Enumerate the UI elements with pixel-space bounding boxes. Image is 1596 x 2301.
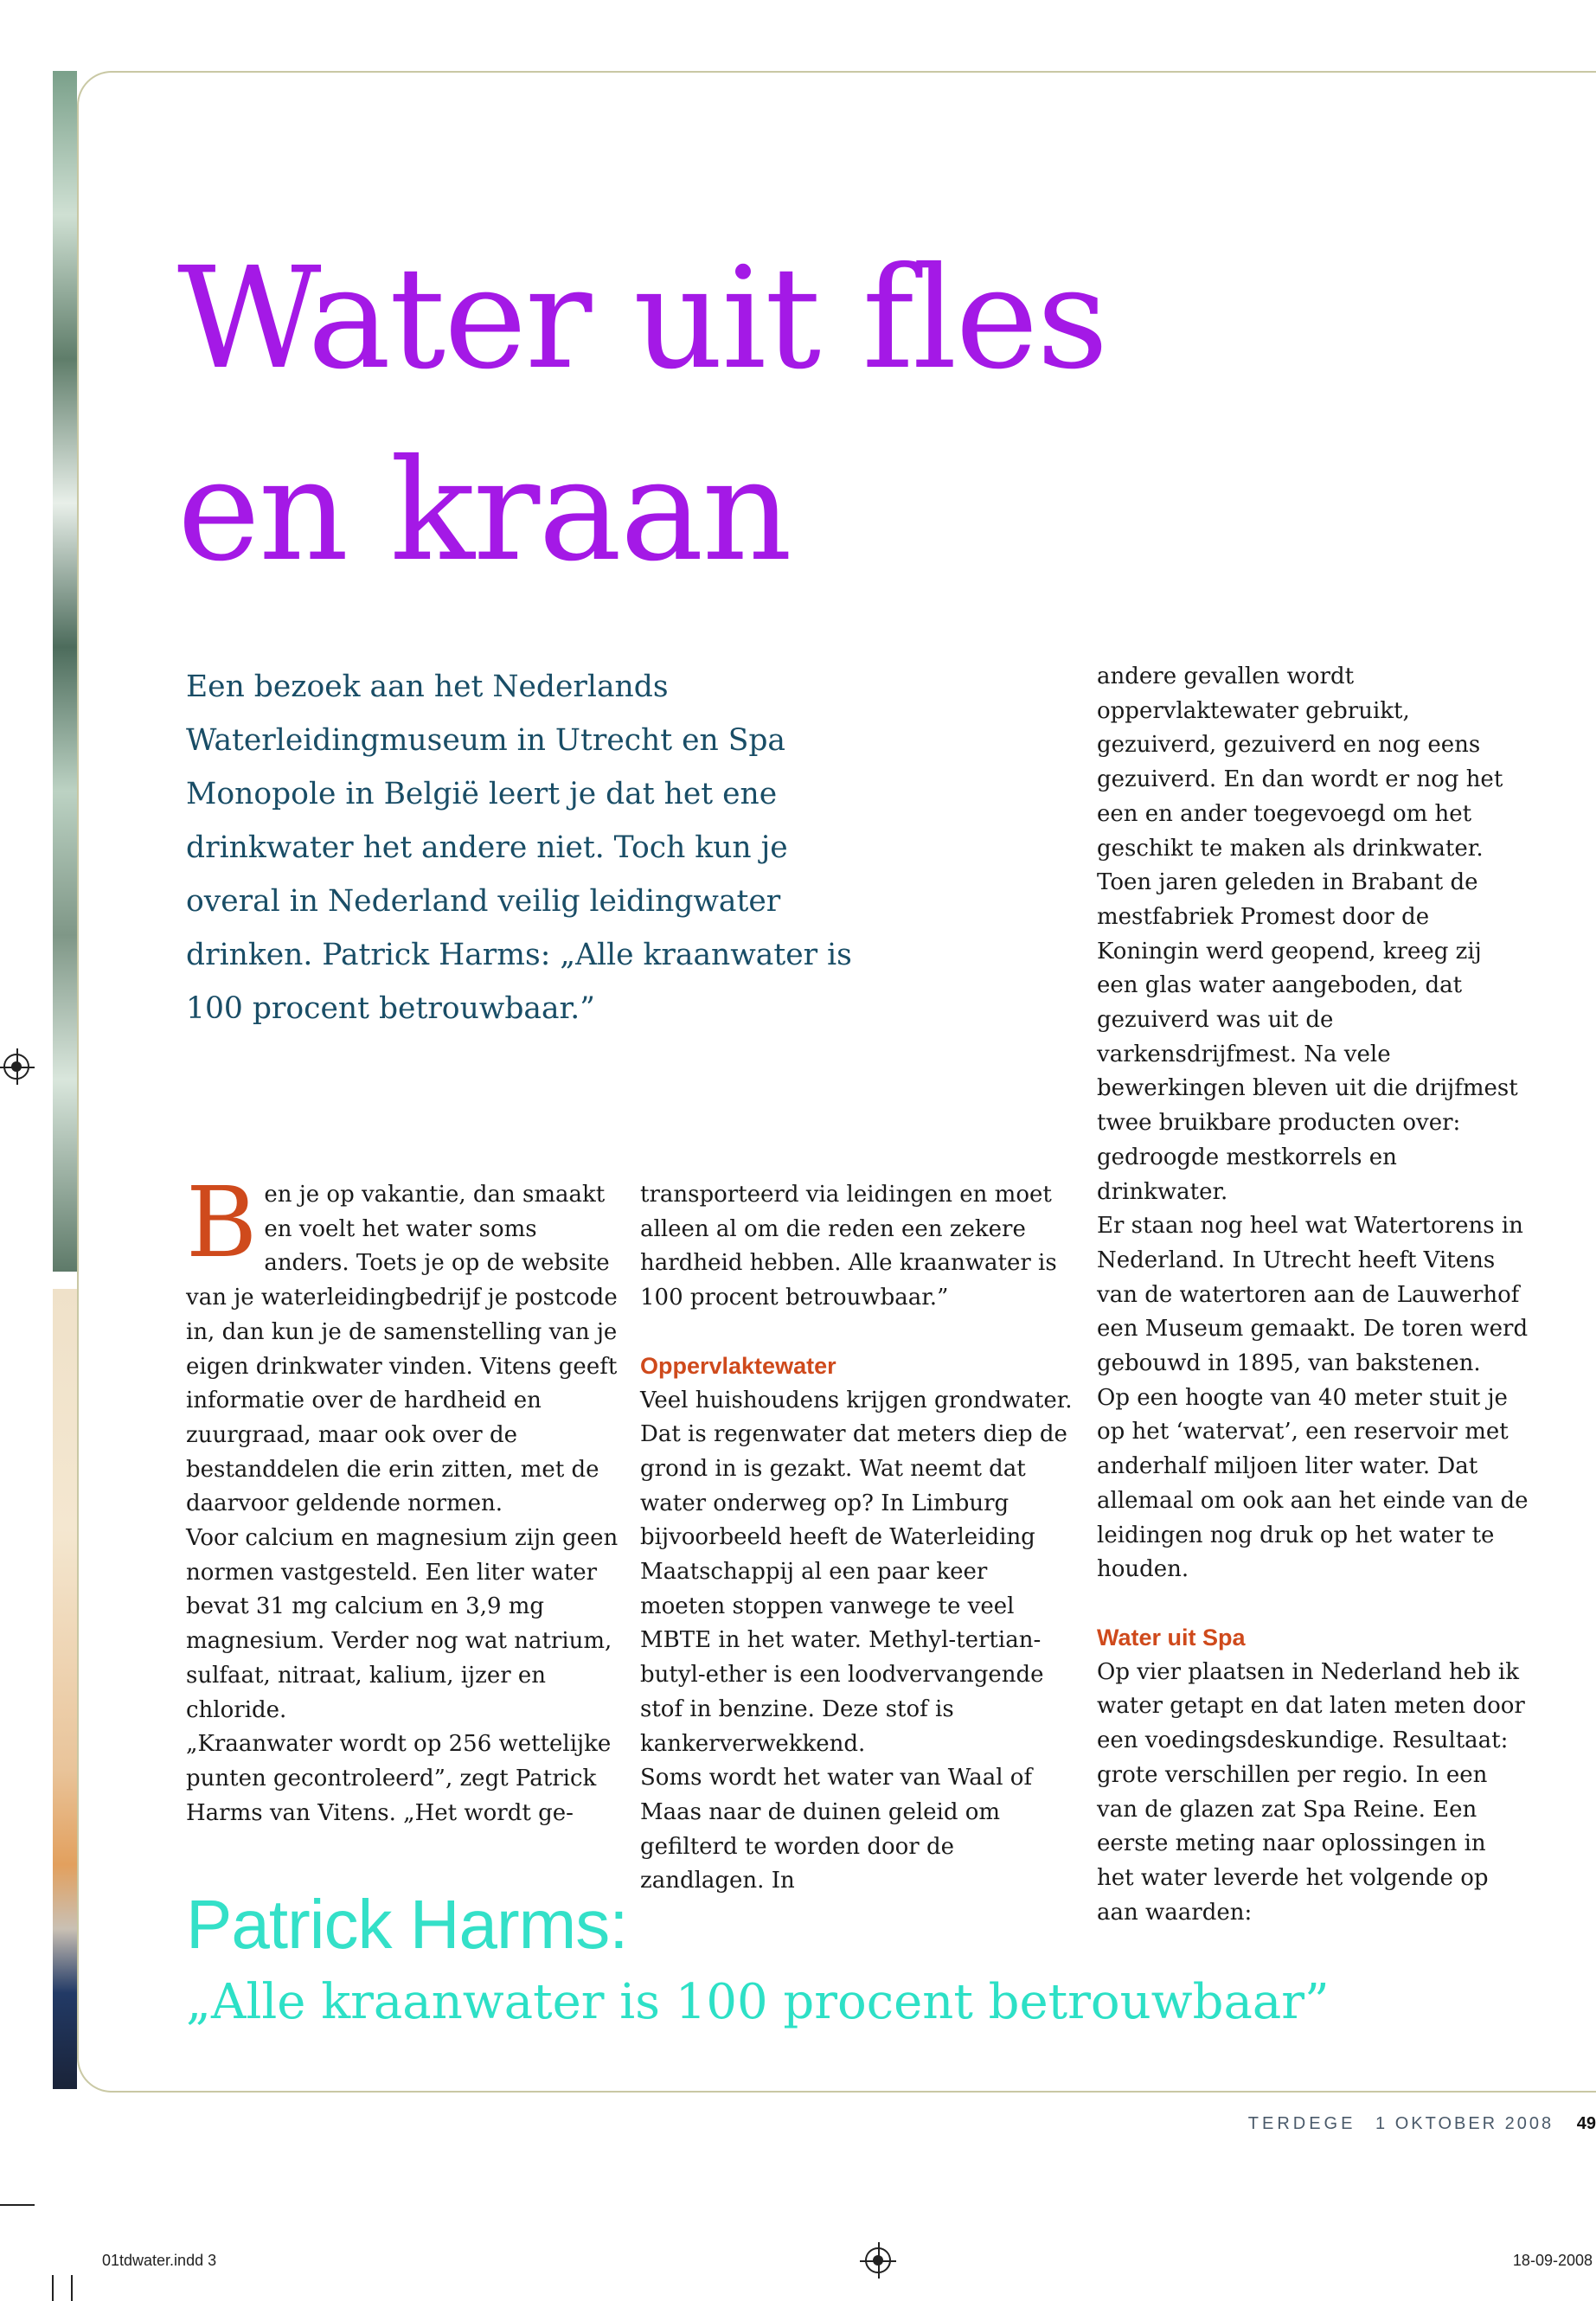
paragraph: Veel huishoudens krijgen grondwater. Dat is regenwater dat meters diep de grond in is gezakt. Wat neemt dat water onderweg op? In Limburg bijvoorbeeld heeft de Waterleiding Maatschappij al een paar keer moeten stoppen vanwege te veel MBTE in het water. Methyl-tertian-butyl-ether is een loodvervangende stof in benzine. Deze stof is kankerverwekkend. [640,1387,1073,1757]
paragraph-text: en je op vakantie, dan smaakt en voelt het water soms anders. Toets je op de website van je waterleidingbedrijf je postcode in, dan kun je de samenstelling van je eigen drinkwater vinden. Vitens geeft informatie over de hardheid en zuurgraad, maar ook over de bestanddelen die erin zitten, met de daarvoor geldende normen. [186,1182,618,1517]
crop-mark [0,2204,35,2206]
paragraph: transporteerd via leidingen en moet alleen al om die reden een zekere hardheid hebben. Alle kraanwater is 100 procent betrouwbaar.” [640,1182,1057,1311]
crop-mark [71,2275,73,2301]
issue-date: 1 OKTOBER 2008 [1375,2114,1554,2133]
side-photo-top [53,71,77,1272]
registration-mark-icon [3,1054,29,1080]
paragraph: Soms wordt het water van Waal of Maas naar de duinen geleid om gefilterd te worden door de zandlagen. In [640,1765,1033,1894]
drop-cap: B [186,1167,258,1279]
paragraph: Op vier plaatsen in Nederland heb ik water getapt en dat laten meten door een voedingsdeskundige. Resultaat: grote verschillen per regio. In een van de glazen zat Spa Reine. Een eerste meting naar oplossingen in het water leverde het volgende op aan waarden: [1097,1658,1525,1926]
article-title [177,223,1302,607]
paragraph: Er staan nog heel wat Watertorens in Nederland. In Utrecht heeft Vitens van de watertoren aan de Lauwerhof een Museum gemaakt. De toren werd gebouwd in 1895, van bakstenen. [1097,1213,1529,1377]
page-number: 49 [1576,2114,1596,2133]
paragraph: Voor calcium en magnesium zijn geen normen vastgesteld. Een liter water bevat 31 mg calcium en 3,9 mg magnesium. Verder nog wat natrium, sulfaat, nitraat, kalium, ijzer en chloride. [186,1525,619,1723]
title-line-1: Water uit fles [177,238,1107,401]
pull-quote-text: „Alle kraanwater is 100 procent betrouwbaar” [186,1974,1330,2030]
article-intro: Een bezoek aan het Nederlands Waterleidingmuseum in Utrecht en Spa Monopole in België leert je dat het ene drinkwater het andere niet. Toch kun je overal in Nederland veilig leidingwater drinken. Patrick Harms: „Alle kraanwater is 100 procent betrouwbaar.” [186,670,852,1026]
registration-mark-icon [865,2247,891,2273]
magazine-name: TERDEGE [1247,2114,1356,2133]
page-footer [1211,2114,1596,2149]
slug-filename: 01tdwater.indd 3 [102,2252,217,2269]
side-photo-bottom [53,1289,77,2089]
slug-date: 18-09-2008 [1512,2252,1593,2269]
subheading-oppervlaktewater: Oppervlaktewater [640,1352,836,1379]
title-line-2: en kraan [177,430,791,593]
subheading-water-uit-spa: Water uit Spa [1097,1624,1246,1650]
paragraph: Toen jaren geleden in Brabant de mestfabriek Promest door de Koningin werd geopend, kreeg zij een glas water aangeboden, dat gezuiverd was uit de varkensdrijfmest. Na vele bewerkingen bleven uit die drijfmest twee bruikbare producten over: gedroogde mestkorrels en drinkwater. [1097,869,1518,1205]
crop-mark [52,2275,54,2301]
text-column-2 [640,1178,1073,1899]
paragraph: Op een hoogte van 40 meter stuit je op het ‘watervat’, een reservoir met anderhalf miljoen liter water. Dat allemaal om ook aan het einde van de leidingen nog druk op het water te houden. [1097,1384,1529,1583]
text-column-3 [1097,660,1529,1930]
pull-quote-name: Patrick Harms: [186,1886,628,1963]
paragraph: andere gevallen wordt oppervlaktewater gebruikt, gezuiverd, gezuiverd en nog eens gezuiverd. En dan wordt er nog het een en ander toegevoegd om het geschikt te maken als drinkwater. [1097,663,1503,862]
paragraph: „Kraanwater wordt op 256 wettelijke punten gecontroleerd”, zegt Patrick Harms van Vitens. „Het wordt ge- [186,1731,612,1826]
text-column-1 [186,1167,619,1830]
paragraph [186,1167,619,1522]
